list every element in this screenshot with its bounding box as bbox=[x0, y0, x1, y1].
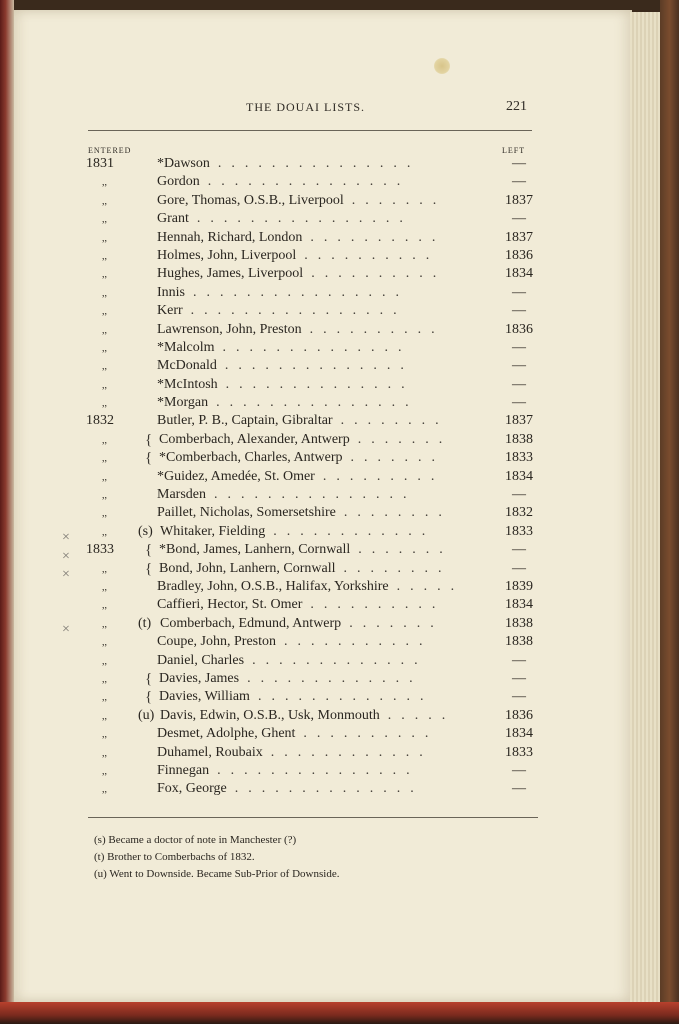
left-year: 1833 bbox=[505, 450, 533, 466]
entered-year: ,, bbox=[102, 306, 107, 318]
paper-stain bbox=[434, 58, 450, 74]
student-name: Daniel, Charles bbox=[157, 652, 245, 668]
left-year: — bbox=[512, 284, 526, 300]
left-year: 1839 bbox=[505, 578, 533, 594]
footnote-rule bbox=[88, 817, 538, 818]
list-item bbox=[0, 579, 679, 597]
left-year: — bbox=[512, 670, 526, 686]
list-item bbox=[0, 432, 679, 450]
left-year: 1838 bbox=[505, 615, 533, 631]
student-name: Caffieri, Hector, St. Omer bbox=[157, 597, 303, 613]
leader-dots: ........ bbox=[343, 560, 452, 576]
leader-dots: .......... bbox=[303, 726, 439, 742]
student-name: Hughes, James, Liverpool bbox=[157, 266, 304, 282]
entered-year: ,, bbox=[102, 600, 107, 612]
left-year: — bbox=[512, 303, 526, 319]
entered-year: ,, bbox=[102, 177, 107, 189]
left-year: 1837 bbox=[505, 413, 533, 429]
student-name: Coupe, John, Preston bbox=[157, 634, 276, 650]
student-name: Davis, Edwin, O.S.B., Usk, Monmouth bbox=[160, 707, 380, 723]
list-item bbox=[0, 597, 679, 615]
entered-year: ,, bbox=[102, 692, 107, 704]
footnote-ref: (s) bbox=[138, 523, 153, 539]
student-name: Lawrenson, John, Preston bbox=[157, 321, 302, 337]
leader-dots: .............. bbox=[222, 339, 412, 355]
leader-dots: ......... bbox=[322, 468, 445, 484]
student-name: Gore, Thomas, O.S.B., Liverpool bbox=[157, 192, 344, 208]
entered-year: ,, bbox=[102, 729, 107, 741]
entered-year: ,, bbox=[102, 673, 107, 685]
student-name: *Bond, James, Lanhern, Cornwall bbox=[159, 542, 351, 558]
left-year: — bbox=[512, 376, 526, 392]
entered-year: ,, bbox=[102, 214, 107, 226]
list-item bbox=[0, 174, 679, 192]
left-column-heading: LEFT bbox=[502, 146, 526, 155]
list-item bbox=[0, 211, 679, 229]
list-item bbox=[0, 450, 679, 468]
student-name: Bradley, John, O.S.B., Halifax, Yorkshire bbox=[157, 578, 389, 594]
list-item bbox=[0, 322, 679, 340]
student-name: Butler, P. B., Captain, Gibraltar bbox=[157, 413, 333, 429]
list-item bbox=[0, 708, 679, 726]
list-item bbox=[0, 193, 679, 211]
entered-year: ,, bbox=[102, 710, 107, 722]
left-year: — bbox=[512, 358, 526, 374]
entered-year: ,, bbox=[102, 269, 107, 281]
pencil-mark: × bbox=[62, 567, 70, 583]
leader-dots: ....... bbox=[350, 450, 446, 466]
entered-year: ,, bbox=[102, 471, 107, 483]
list-item bbox=[0, 266, 679, 284]
student-name: Kerr bbox=[157, 303, 183, 319]
entered-year: ,, bbox=[102, 232, 107, 244]
page-header bbox=[0, 100, 679, 120]
list-item bbox=[0, 248, 679, 266]
brace-mark: { bbox=[145, 542, 153, 559]
left-year: — bbox=[512, 689, 526, 705]
entered-year: ,, bbox=[102, 563, 107, 575]
entered-year: 1831 bbox=[86, 156, 114, 171]
pencil-mark: × bbox=[62, 548, 70, 564]
leader-dots: .......... bbox=[311, 266, 447, 282]
leader-dots: .......... bbox=[310, 229, 446, 245]
list-item bbox=[0, 542, 679, 560]
left-year: — bbox=[512, 652, 526, 668]
list-item bbox=[0, 377, 679, 395]
leader-dots: ........... bbox=[284, 634, 433, 650]
footnote-t: (t) Brother to Comberbachs of 1832. bbox=[94, 851, 255, 863]
leader-dots: .......... bbox=[310, 597, 446, 613]
entered-year: ,, bbox=[102, 526, 107, 538]
list-item bbox=[0, 469, 679, 487]
entered-year: ,, bbox=[102, 637, 107, 649]
left-year: — bbox=[512, 174, 526, 190]
list-item bbox=[0, 285, 679, 303]
list-item bbox=[0, 303, 679, 321]
leader-dots: ..... bbox=[396, 578, 465, 594]
student-name: Paillet, Nicholas, Somersetshire bbox=[157, 505, 336, 521]
brace-mark: { bbox=[145, 670, 153, 687]
leader-dots: ............. bbox=[257, 689, 434, 705]
leader-dots: ....... bbox=[357, 431, 453, 447]
brace-mark: { bbox=[145, 560, 153, 577]
leader-dots: .............. bbox=[224, 358, 414, 374]
student-name: McDonald bbox=[157, 358, 217, 374]
student-name: Gordon bbox=[157, 174, 200, 190]
student-name: *Malcolm bbox=[157, 339, 215, 355]
student-name: Desmet, Adolphe, Ghent bbox=[157, 726, 296, 742]
leader-dots: ................ bbox=[190, 303, 407, 319]
leader-dots: ................ bbox=[196, 211, 413, 227]
entered-year: 1832 bbox=[86, 413, 114, 429]
student-name: Davies, James bbox=[159, 670, 240, 686]
student-name: Comberbach, Alexander, Antwerp bbox=[159, 431, 350, 447]
left-year: 1836 bbox=[505, 247, 533, 263]
left-year: 1833 bbox=[505, 744, 533, 760]
left-year: — bbox=[512, 560, 526, 576]
entered-year: ,, bbox=[102, 765, 107, 777]
list-item bbox=[0, 505, 679, 523]
leader-dots: ....... bbox=[351, 192, 447, 208]
student-name: Whitaker, Fielding bbox=[160, 523, 266, 539]
leader-dots: ............... bbox=[207, 174, 411, 190]
entered-year: ,, bbox=[102, 361, 107, 373]
left-year: 1837 bbox=[505, 192, 533, 208]
student-name: *Guidez, Amedée, St. Omer bbox=[157, 468, 315, 484]
entered-year: ,, bbox=[102, 434, 107, 446]
leader-dots: ............ bbox=[273, 523, 436, 539]
entries-list bbox=[0, 156, 679, 800]
student-name: Holmes, John, Liverpool bbox=[157, 247, 297, 263]
left-year: 1838 bbox=[505, 431, 533, 447]
left-year: — bbox=[512, 339, 526, 355]
leader-dots: ........ bbox=[340, 413, 449, 429]
pencil-mark: × bbox=[62, 530, 70, 546]
book-cover-bottom bbox=[0, 1002, 679, 1024]
list-item bbox=[0, 671, 679, 689]
left-year: 1836 bbox=[505, 707, 533, 723]
leader-dots: .............. bbox=[234, 781, 424, 797]
left-year: 1838 bbox=[505, 634, 533, 650]
entered-year: ,, bbox=[102, 581, 107, 593]
entered-year: ,, bbox=[102, 287, 107, 299]
entered-year: 1833 bbox=[86, 542, 114, 558]
list-item bbox=[0, 395, 679, 413]
leader-dots: ............. bbox=[252, 652, 428, 668]
leader-dots: ........ bbox=[343, 505, 452, 521]
header-rule bbox=[88, 130, 532, 131]
left-year: — bbox=[512, 487, 526, 503]
student-name: Comberbach, Edmund, Antwerp bbox=[160, 615, 342, 631]
leader-dots: ............... bbox=[216, 395, 419, 411]
student-name: *McIntosh bbox=[157, 376, 218, 392]
entered-year: ,, bbox=[102, 747, 107, 759]
footnote-s: (s) Became a doctor of note in Manchester (?) bbox=[94, 834, 297, 846]
left-year: — bbox=[512, 762, 526, 778]
student-name: Grant bbox=[157, 211, 189, 227]
student-name: Bond, John, Lanhern, Cornwall bbox=[159, 560, 336, 576]
student-name: *Morgan bbox=[157, 395, 209, 411]
left-year: — bbox=[512, 211, 526, 227]
student-name: *Dawson bbox=[157, 156, 210, 171]
list-item bbox=[0, 156, 679, 174]
student-name: Duhamel, Roubaix bbox=[157, 744, 263, 760]
left-year: 1834 bbox=[505, 468, 533, 484]
entered-year: ,, bbox=[102, 398, 107, 410]
brace-mark: { bbox=[145, 689, 153, 706]
leader-dots: .............. bbox=[225, 376, 415, 392]
list-item bbox=[0, 726, 679, 744]
list-item bbox=[0, 487, 679, 505]
student-name: *Comberbach, Charles, Antwerp bbox=[159, 450, 343, 466]
footnote-u: (u) Went to Downside. Became Sub-Prior of Downside. bbox=[94, 868, 340, 880]
leader-dots: ....... bbox=[349, 615, 444, 631]
entered-year: ,, bbox=[102, 324, 107, 336]
list-item bbox=[0, 616, 679, 634]
student-name: Marsden bbox=[157, 487, 206, 503]
brace-mark: { bbox=[145, 450, 153, 467]
left-year: — bbox=[512, 395, 526, 411]
left-year: — bbox=[512, 781, 526, 797]
left-year: 1836 bbox=[505, 321, 533, 337]
student-name: Innis bbox=[157, 284, 185, 300]
leader-dots: .......... bbox=[304, 247, 440, 263]
leader-dots: ............... bbox=[214, 487, 417, 503]
list-item bbox=[0, 561, 679, 579]
entered-year: ,, bbox=[102, 490, 107, 502]
left-year: 1832 bbox=[505, 505, 533, 521]
entered-year: ,, bbox=[102, 250, 107, 262]
leader-dots: ............ bbox=[270, 744, 433, 760]
page-number: 221 bbox=[506, 99, 527, 114]
student-name: Fox, George bbox=[157, 781, 227, 797]
entered-year: ,, bbox=[102, 655, 107, 667]
student-name: Finnegan bbox=[157, 762, 210, 778]
leader-dots: ..... bbox=[387, 707, 456, 723]
list-item bbox=[0, 230, 679, 248]
footnote-ref: (t) bbox=[138, 615, 152, 631]
entered-year: ,, bbox=[102, 379, 107, 391]
brace-mark: { bbox=[145, 431, 153, 448]
entered-year: ,, bbox=[102, 784, 107, 796]
list-item bbox=[0, 689, 679, 707]
list-item bbox=[0, 524, 679, 542]
list-item bbox=[0, 358, 679, 376]
left-year: 1834 bbox=[505, 266, 533, 282]
list-item bbox=[0, 763, 679, 781]
pencil-mark: × bbox=[62, 622, 70, 638]
entered-year: ,, bbox=[102, 195, 107, 207]
left-year: 1833 bbox=[505, 523, 533, 539]
student-name: Davies, William bbox=[159, 689, 250, 705]
left-year: 1834 bbox=[505, 726, 533, 742]
leader-dots: ............... bbox=[217, 762, 420, 778]
list-item bbox=[0, 653, 679, 671]
list-item bbox=[0, 634, 679, 652]
leader-dots: ............. bbox=[247, 670, 423, 686]
footnotes bbox=[94, 834, 339, 885]
left-year: — bbox=[512, 156, 526, 171]
list-item bbox=[0, 413, 679, 431]
student-name: Hennah, Richard, London bbox=[157, 229, 303, 245]
entered-year: ,, bbox=[102, 342, 107, 354]
entered-year: ,, bbox=[102, 453, 107, 465]
entered-year: ,, bbox=[102, 618, 107, 630]
list-item bbox=[0, 340, 679, 358]
entered-column-heading: ENTERED bbox=[88, 146, 132, 155]
leader-dots: .......... bbox=[309, 321, 445, 337]
left-year: — bbox=[512, 542, 526, 558]
leader-dots: ............... bbox=[217, 156, 421, 171]
list-item bbox=[0, 745, 679, 763]
left-year: 1837 bbox=[505, 229, 533, 245]
leader-dots: ................ bbox=[193, 284, 409, 300]
left-year: 1834 bbox=[505, 597, 533, 613]
leader-dots: ....... bbox=[358, 542, 453, 558]
running-title: THE DOUAI LISTS. bbox=[246, 100, 365, 114]
entered-year: ,, bbox=[102, 508, 107, 520]
footnote-ref: (u) bbox=[138, 707, 155, 723]
list-item bbox=[0, 781, 679, 799]
